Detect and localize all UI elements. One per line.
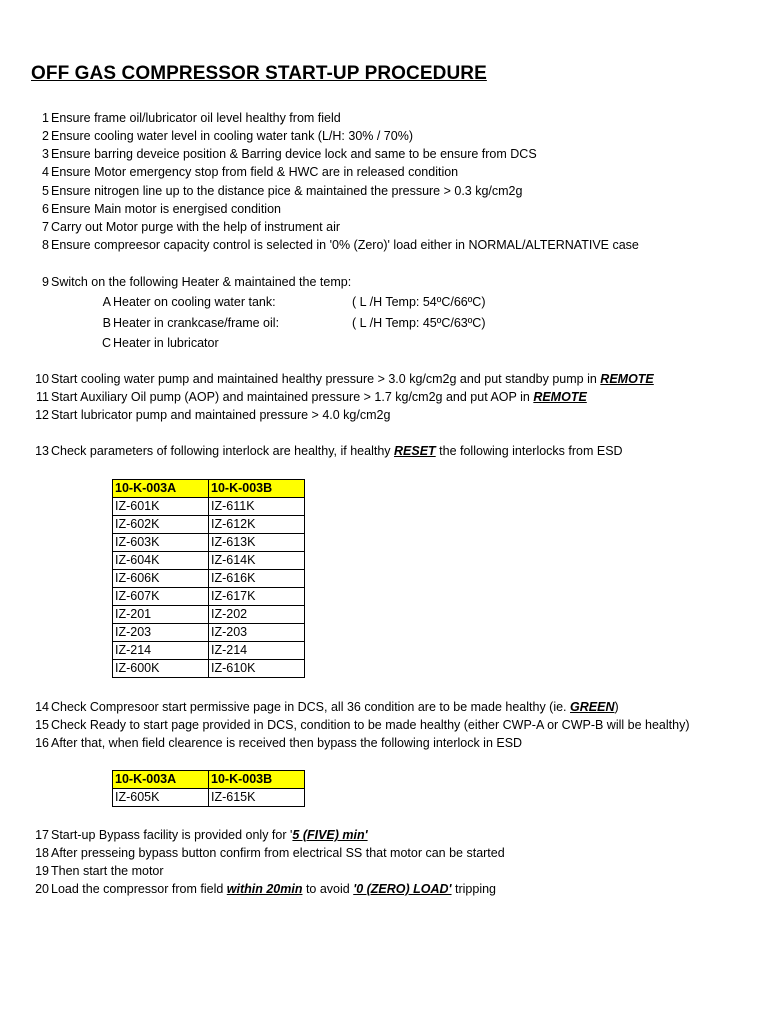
table-header-row (113, 480, 305, 498)
table-row (113, 624, 305, 642)
table-cell: IZ-214 (113, 642, 209, 660)
table-cell: IZ-203 (113, 624, 209, 642)
table-cell: IZ-600K (113, 660, 209, 678)
table-cell: IZ-617K (209, 588, 305, 606)
table-row (113, 498, 305, 516)
table-cell: IZ-607K (113, 588, 209, 606)
table-cell: IZ-201 (113, 606, 209, 624)
table-cell: IZ-203 (209, 624, 305, 642)
table-row (113, 642, 305, 660)
table-header-cell: 10-K-003B (209, 480, 305, 498)
table-header-cell: 10-K-003A (113, 480, 209, 498)
table-row (113, 660, 305, 678)
table-row (113, 516, 305, 534)
table-row (113, 789, 305, 807)
table-header-cell: 10-K-003A (113, 771, 209, 789)
table-cell: IZ-616K (209, 570, 305, 588)
table-row (113, 552, 305, 570)
table-row (113, 588, 305, 606)
table-cell: IZ-605K (113, 789, 209, 807)
table-row (113, 606, 305, 624)
table-cell: IZ-606K (113, 570, 209, 588)
table-cell: IZ-610K (209, 660, 305, 678)
table-cell: IZ-601K (113, 498, 209, 516)
table-row (113, 534, 305, 552)
table-cell: IZ-604K (113, 552, 209, 570)
table-cell: IZ-615K (209, 789, 305, 807)
table-header-row (113, 771, 305, 789)
table-cell: IZ-611K (209, 498, 305, 516)
interlock-table-bypass (112, 770, 305, 807)
table-row (113, 570, 305, 588)
table-cell: IZ-613K (209, 534, 305, 552)
table-cell: IZ-603K (113, 534, 209, 552)
page-title: OFF GAS COMPRESSOR START-UP PROCEDURE (31, 63, 487, 84)
table-cell: IZ-614K (209, 552, 305, 570)
table-cell: IZ-602K (113, 516, 209, 534)
table-cell: IZ-612K (209, 516, 305, 534)
table-cell: IZ-202 (209, 606, 305, 624)
interlock-table-reset (112, 479, 305, 678)
table-cell: IZ-214 (209, 642, 305, 660)
table-header-cell: 10-K-003B (209, 771, 305, 789)
